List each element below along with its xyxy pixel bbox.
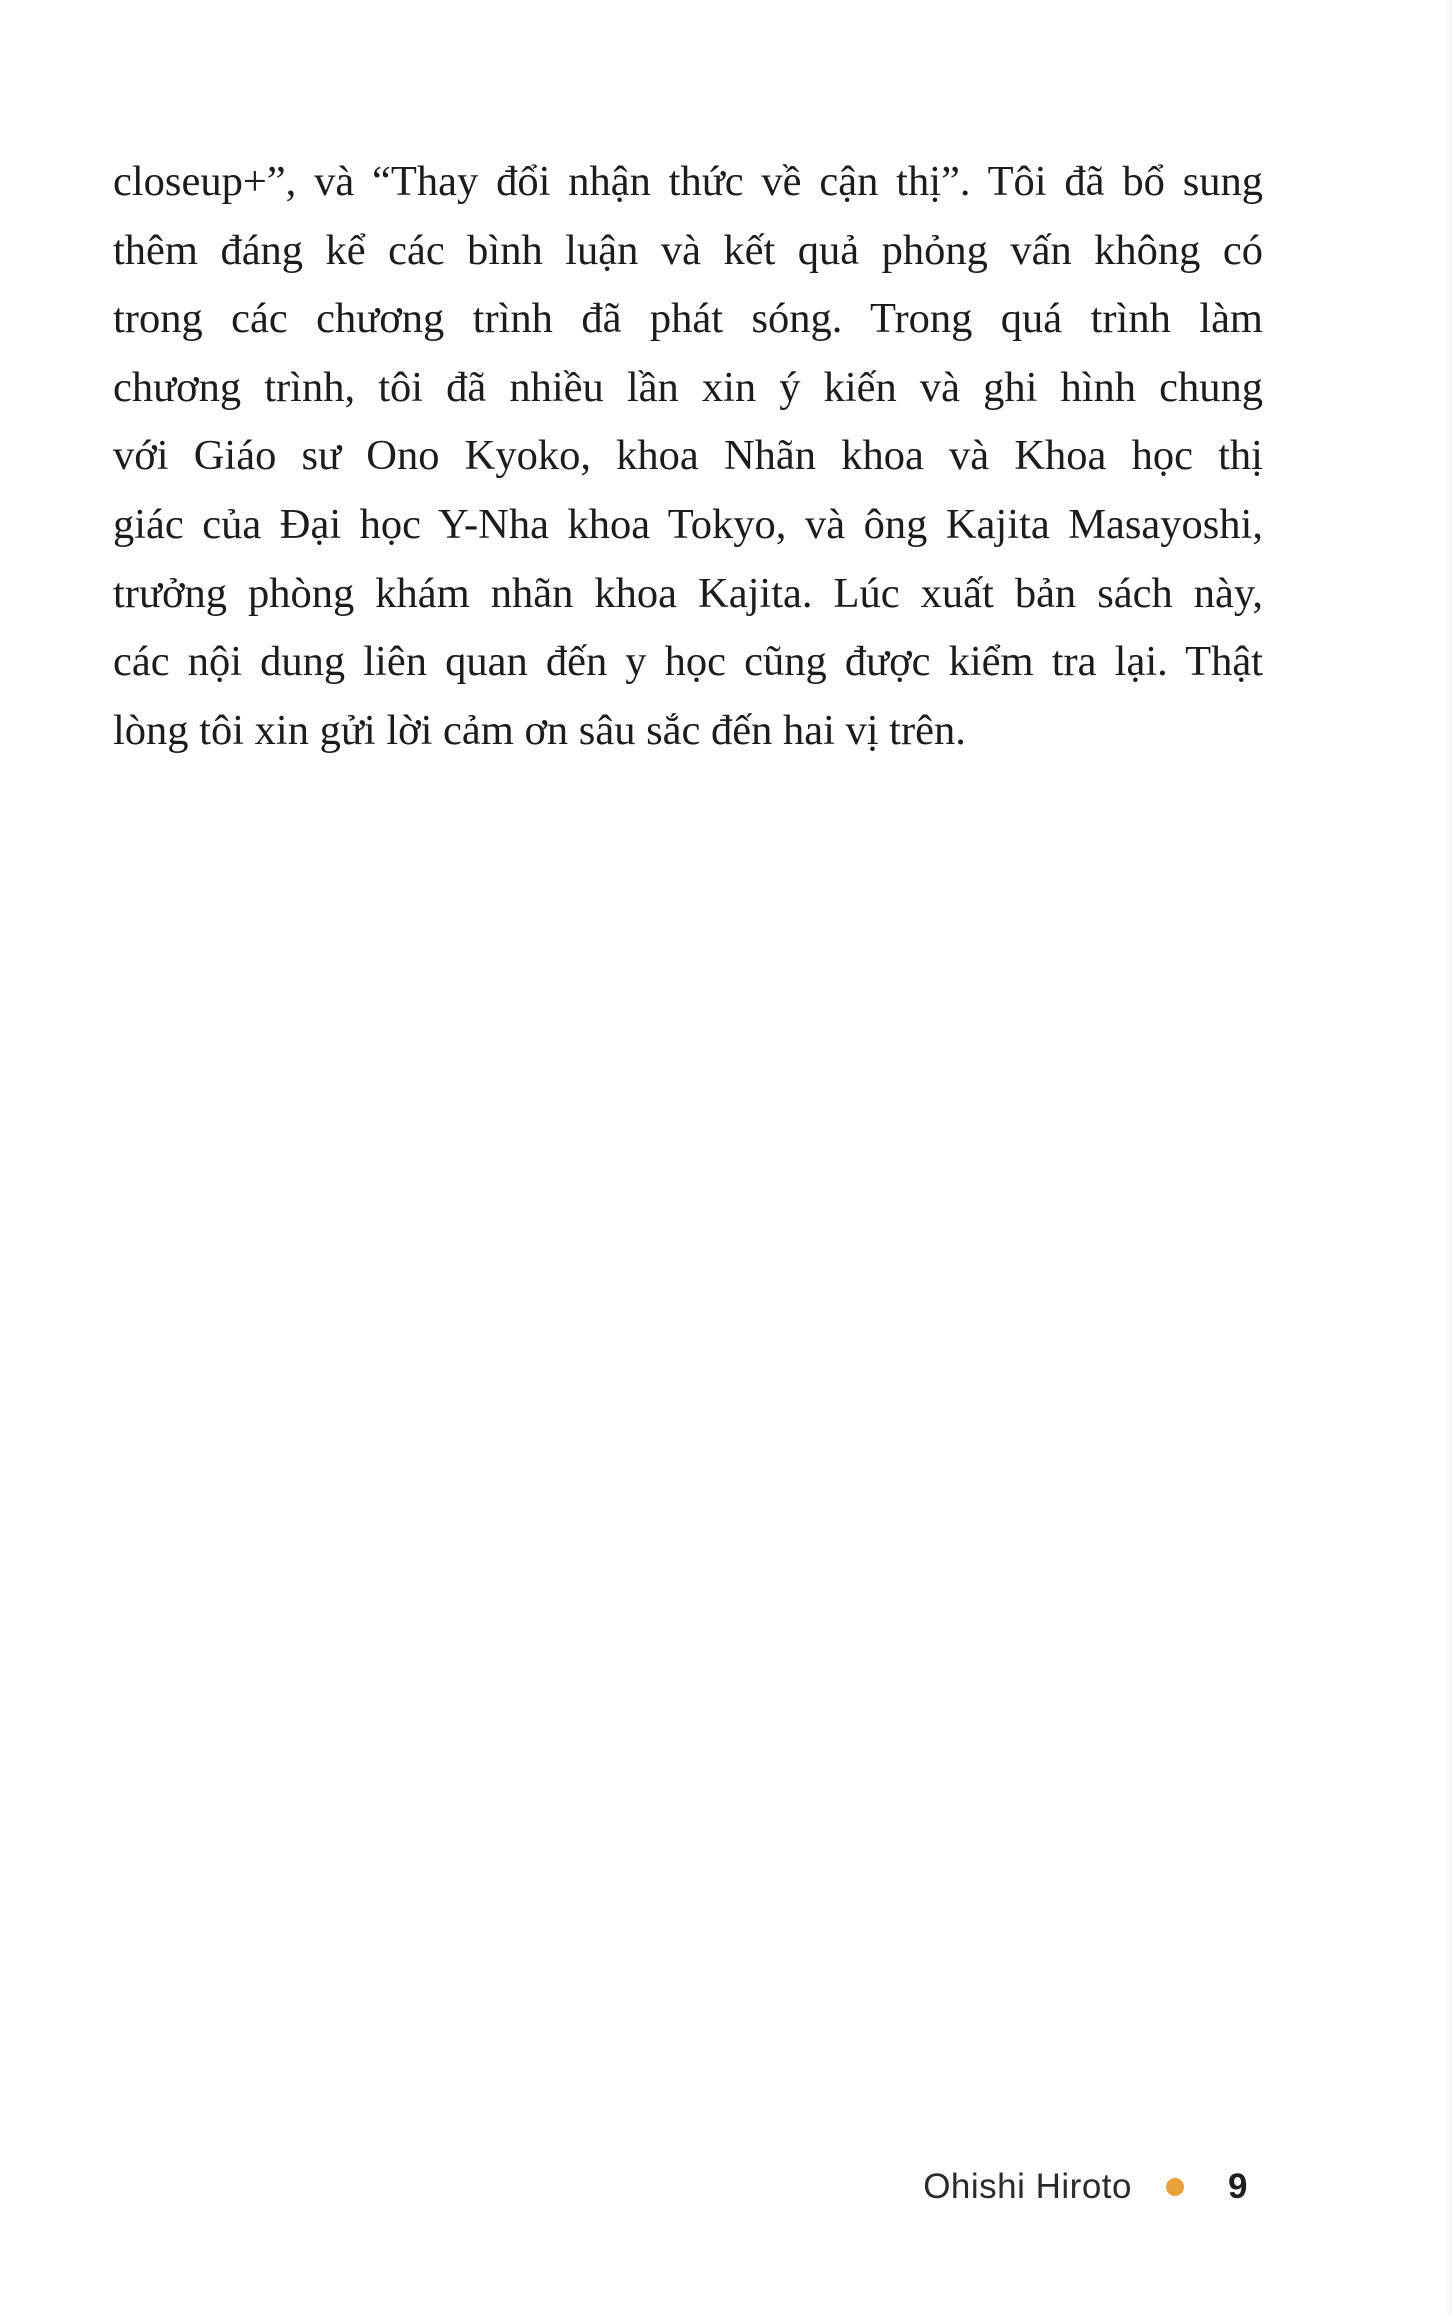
footer-author: Ohishi Hiroto [923, 2167, 1132, 2206]
paragraph-line: giác của Đại học Y-Nha khoa Tokyo, và ông Kajita Masayoshi, [113, 500, 1263, 548]
footer-dot-icon [1166, 2178, 1184, 2196]
paragraph-line: thêm đáng kể các bình luận và kết quả phỏng vấn không có [113, 226, 1263, 274]
page-footer [0, 2157, 1452, 2217]
body-paragraph [113, 148, 1263, 765]
paragraph-line: chương trình, tôi đã nhiều lần xin ý kiến và ghi hình chung [113, 363, 1263, 411]
paragraph-line: với Giáo sư Ono Kyoko, khoa Nhãn khoa và Khoa học thị [113, 432, 1263, 480]
page-number: 9 [1228, 2167, 1248, 2206]
paragraph-line: trưởng phòng khám nhãn khoa Kajita. Lúc xuất bản sách này, [113, 569, 1263, 617]
paragraph-line: closeup+”, và “Thay đổi nhận thức về cận thị”. Tôi đã bổ sung [113, 158, 1263, 205]
paragraph-line: các nội dung liên quan đến y học cũng được kiểm tra lại. Thật [113, 638, 1263, 686]
paragraph-line: trong các chương trình đã phát sóng. Trong quá trình làm [113, 295, 1263, 343]
page-edge-shadow [1444, 0, 1452, 2316]
paragraph-line: lòng tôi xin gửi lời cảm ơn sâu sắc đến hai vị trên. [113, 706, 966, 754]
